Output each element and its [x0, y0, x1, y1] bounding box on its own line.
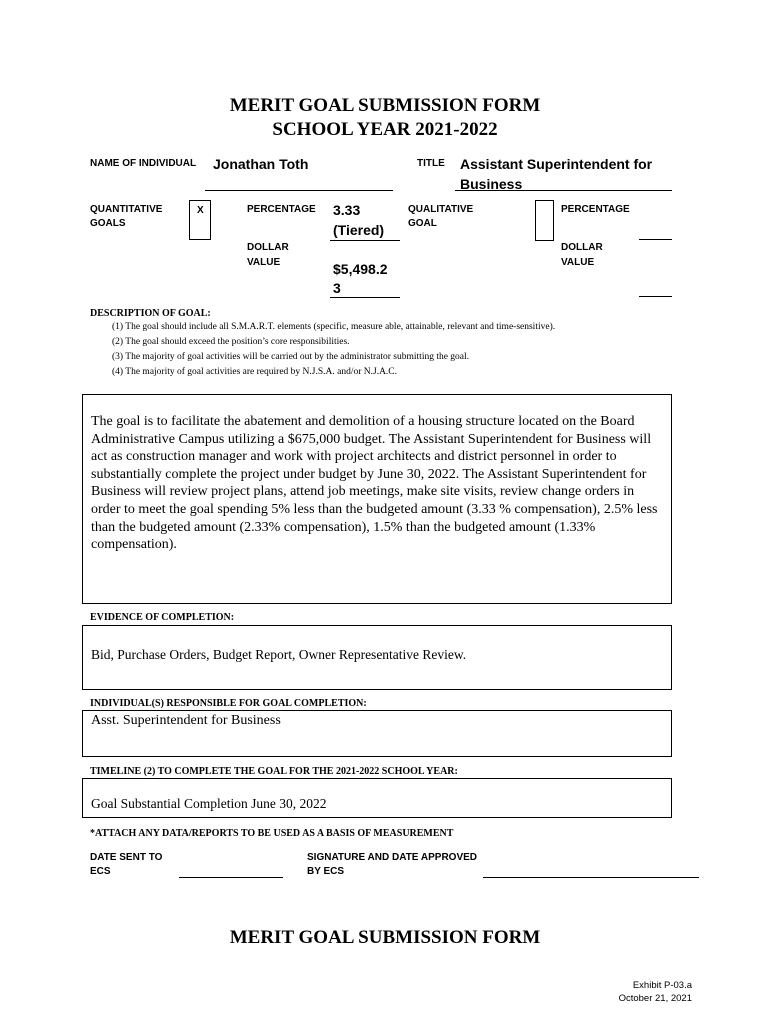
qual-dollar-underline: [639, 296, 672, 297]
description-item: (2) The goal should exceed the position’s core responsibilities.: [112, 337, 350, 347]
quant-dollar-label-line2: VALUE: [247, 257, 281, 268]
description-item: (1) The goal should include all S.M.A.R.T. elements (specific, measure able, attainable, relevant and time-sensitive).: [112, 322, 556, 332]
title-value-line2[interactable]: Business: [460, 176, 523, 192]
quantitative-checkbox[interactable]: [189, 200, 211, 240]
quant-percentage-value-line1[interactable]: 3.33: [333, 202, 361, 218]
qualitative-label-line1: QUALITATIVE: [408, 204, 474, 215]
footer-date: October 21, 2021: [618, 993, 692, 1004]
qual-percentage-label: PERCENTAGE: [561, 204, 630, 215]
name-underline: [205, 190, 393, 191]
approved-signature-line[interactable]: [483, 877, 699, 878]
quant-dollar-underline: [330, 297, 400, 298]
evidence-text: Bid, Purchase Orders, Budget Report, Owner Representative Review.: [91, 647, 467, 662]
attach-note: *ATTACH ANY DATA/REPORTS TO BE USED AS A BASIS OF MEASUREMENT: [90, 828, 454, 839]
date-sent-label-line2: ECS: [90, 866, 111, 877]
evidence-heading: EVIDENCE OF COMPLETION:: [90, 612, 235, 623]
qualitative-checkbox[interactable]: [535, 200, 554, 241]
title-label: TITLE: [417, 158, 445, 169]
description-item: (4) The majority of goal activities are required by N.J.S.A. and/or N.J.A.C.: [112, 367, 398, 377]
quantitative-label-line1: QUANTITATIVE: [90, 204, 163, 215]
exhibit-label: Exhibit P-03.a: [632, 980, 692, 991]
qual-dollar-label-line2: VALUE: [561, 257, 595, 268]
timeline-box[interactable]: [82, 778, 672, 818]
qual-percentage-underline: [639, 239, 672, 240]
date-sent-line[interactable]: [179, 877, 283, 878]
title-value-line1[interactable]: Assistant Superintendent for: [460, 156, 653, 172]
quant-dollar-label-line1: DOLLAR: [247, 242, 289, 253]
description-list: [112, 320, 712, 380]
evidence-box[interactable]: [82, 625, 672, 690]
approved-label-line1: SIGNATURE AND DATE APPROVED: [307, 852, 478, 863]
quant-percentage-value-line2[interactable]: (Tiered): [333, 222, 385, 238]
description-item: (3) The majority of goal activities will be carried out by the administrator submitting the goal.: [112, 352, 470, 362]
quant-percentage-label: PERCENTAGE: [247, 204, 316, 215]
responsible-text: Asst. Superintendent for Business: [91, 713, 281, 728]
name-value[interactable]: Jonathan Toth: [213, 156, 309, 172]
form-title: MERIT GOAL SUBMISSION FORM: [229, 95, 541, 116]
timeline-text: Goal Substantial Completion June 30, 2022: [91, 796, 327, 811]
bottom-form-title: MERIT GOAL SUBMISSION FORM: [229, 927, 541, 948]
quantitative-label-line2: GOALS: [90, 218, 126, 229]
quant-dollar-value-line2[interactable]: 3: [333, 280, 341, 296]
school-year-title: SCHOOL YEAR 2021-2022: [272, 119, 498, 140]
timeline-heading: TIMELINE (2) TO COMPLETE THE GOAL FOR THE 2021-2022 SCHOOL YEAR:: [90, 766, 458, 777]
qual-dollar-label-line1: DOLLAR: [561, 242, 603, 253]
approved-label-line2: BY ECS: [307, 866, 345, 877]
qualitative-label-line2: GOAL: [408, 218, 437, 229]
checkbox-x-mark: X: [197, 205, 204, 216]
quant-percentage-underline: [330, 240, 400, 241]
name-label: NAME OF INDIVIDUAL: [90, 158, 197, 169]
goal-text: The goal is to facilitate the abatement and demolition of a housing structure located on the Board Administrative Campus utilizing a $675,000 budget. The Assistant Superintendent for Business will act as construction manager and work with project architects and district personnel in order to substantially complete the project under budget by June 30, 2022. The Assistant Superintendent for Business will review project plans, attend job meetings, make site visits, review change orders in order to meet the goal spending 5% less than the budgeted amount (3.33 % compensation), 2.5% less than the budgeted amount (2.33% compensation), 1.5% than the budgeted amount (1.33% compensation).: [91, 414, 658, 553]
quant-dollar-value-line1[interactable]: $5,498.2: [333, 261, 388, 277]
title-underline: [455, 190, 672, 191]
responsible-box[interactable]: [82, 710, 672, 757]
date-sent-label-line1: DATE SENT TO: [90, 852, 163, 863]
description-heading: DESCRIPTION OF GOAL:: [90, 308, 211, 319]
goal-text-box[interactable]: [82, 394, 672, 604]
responsible-heading: INDIVIDUAL(S) RESPONSIBLE FOR GOAL COMPLETION:: [90, 698, 367, 709]
